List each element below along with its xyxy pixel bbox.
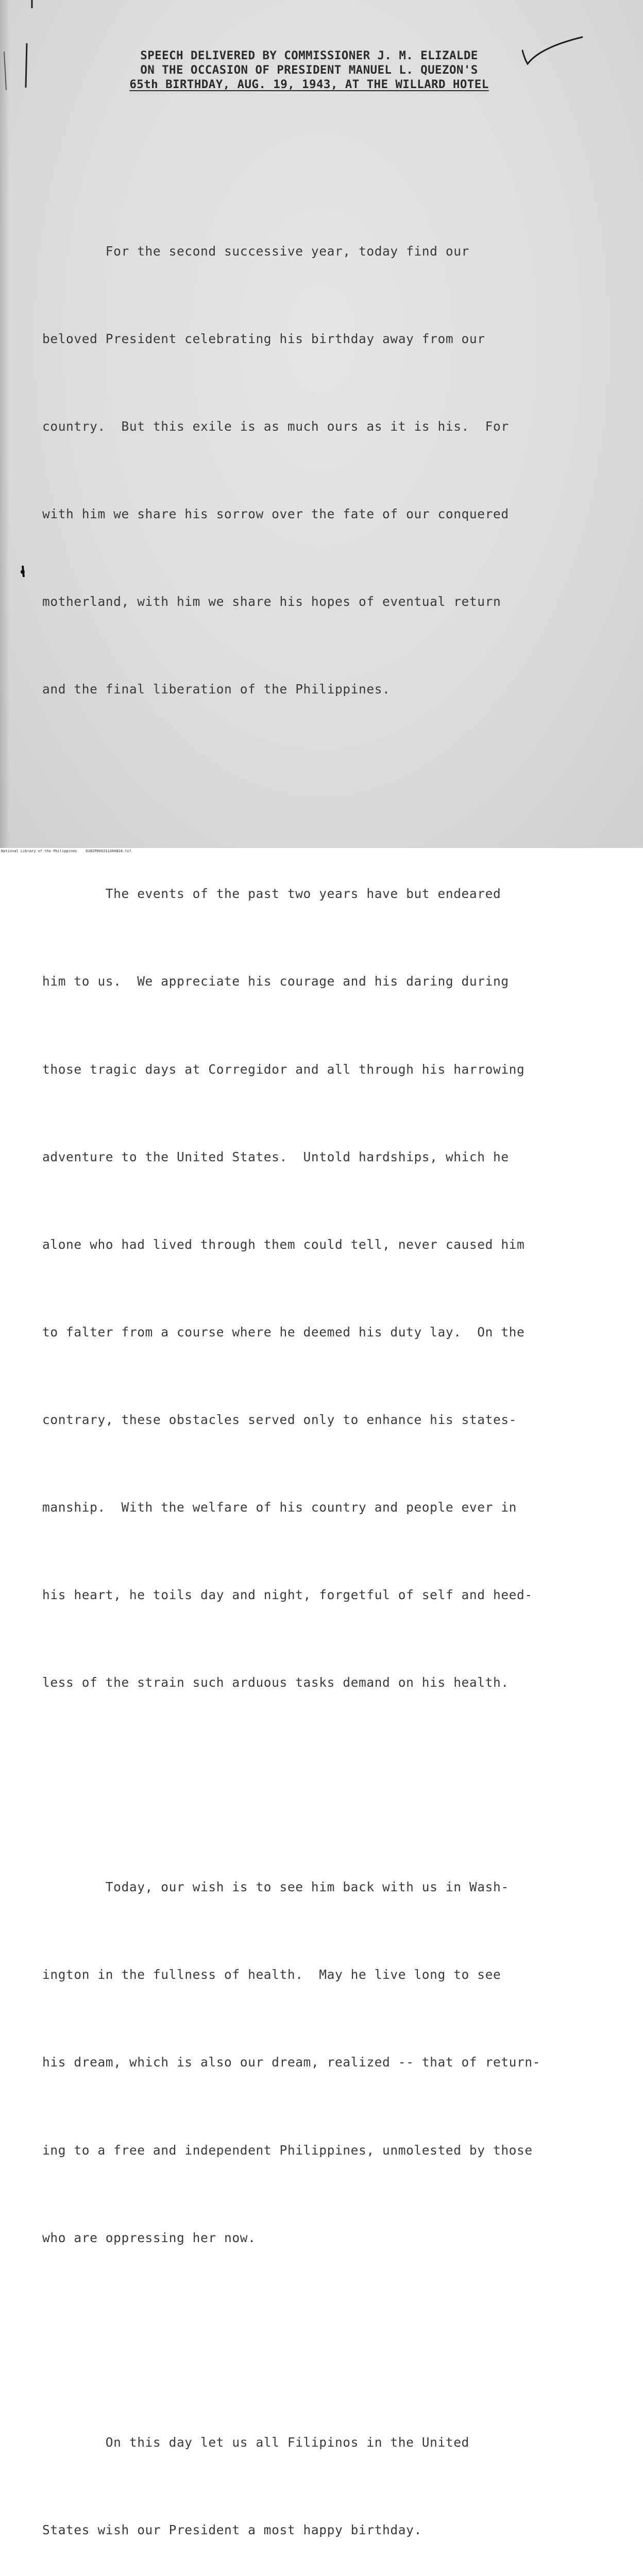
text-line: States wish our President a most happy birthday.: [42, 2522, 422, 2537]
paragraph-1: [42, 178, 609, 762]
text-line: The events of the past two years have but endeared: [42, 886, 501, 902]
speech-heading: [77, 48, 541, 92]
text-line: motherland, with him we share his hopes of eventual return: [42, 594, 501, 609]
heading-line-3: 65th BIRTHDAY, AUG. 19, 1943, AT THE WILLARD HOTEL: [129, 78, 489, 91]
text-line: him to us. We appreciate his courage and his daring during: [42, 974, 509, 989]
paragraph-2: [42, 821, 609, 1756]
heading-line-2: ON THE OCCASION OF PRESIDENT MANUEL L. QUEZON'S: [140, 63, 478, 77]
text-line: beloved President celebrating his birthday away from our: [42, 331, 485, 346]
text-line: manship. With the welfare of his country and people ever in: [42, 1500, 517, 1515]
text-line: his heart, he toils day and night, forgetful of self and heed-: [42, 1587, 533, 1603]
text-line: ing to a free and independent Philippines, unmolested by those: [42, 2142, 533, 2158]
paragraph-3: [42, 1815, 609, 2311]
archive-footer: National Library of the Philippines D182P000211340024.tif: [1, 849, 131, 853]
text-line: his dream, which is also our dream, realized -- that of return-: [42, 2055, 541, 2070]
text-line: less of the strain such arduous tasks demand on his health.: [42, 1675, 509, 1690]
text-line: ington in the fullness of health. May he live long to see: [42, 1967, 501, 1982]
text-line: to falter from a course where he deemed his duty lay. On the: [42, 1324, 525, 1340]
text-line: adventure to the United States. Untold hardships, which he: [42, 1149, 509, 1164]
text-line: and the final liberation of the Philippines.: [42, 682, 391, 697]
text-line: who are oppressing her now.: [42, 2230, 256, 2245]
text-line: with him we share his sorrow over the fate of our conquered: [42, 506, 509, 522]
text-line: On this day let us all Filipinos in the United: [42, 2434, 469, 2450]
text-line: Today, our wish is to see him back with us in Wash-: [42, 1879, 509, 1895]
text-line: alone who had lived through them could tell, never caused him: [42, 1236, 525, 1252]
text-line: contrary, these obstacles served only to enhance his states-: [42, 1412, 517, 1427]
text-line: country. But this exile is as much ours as it is his. For: [42, 419, 509, 434]
margin-marks: [0, 0, 41, 848]
text-line: those tragic days at Corregidor and all through his harrowing: [42, 1061, 525, 1077]
heading-line-1: SPEECH DELIVERED BY COMMISSIONER J. M. ELIZALDE: [140, 49, 478, 62]
text-line: For the second successive year, today find our: [42, 243, 469, 259]
speech-body: [42, 120, 609, 2576]
paragraph-4: [42, 2369, 609, 2576]
